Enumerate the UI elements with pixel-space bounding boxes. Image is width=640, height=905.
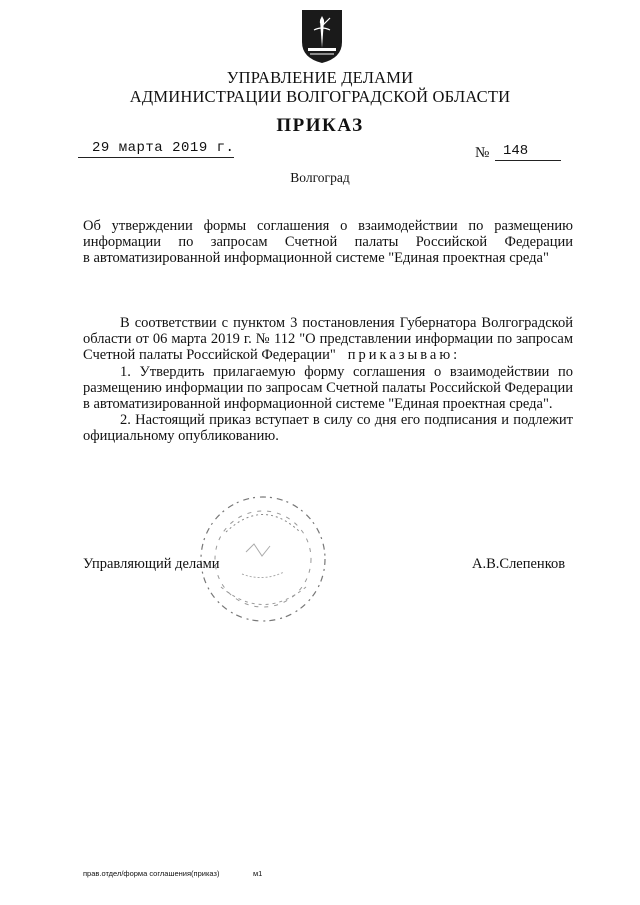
- subject-line-1: Об утверждении формы соглашения о взаимодействии по размещению информации по запросам Счетной палаты Российской Федерации: [83, 218, 573, 250]
- item-1-paragraph: 1. Утвердить прилагаемую форму соглашения о взаимодействии по размещению информации по запросам Счетной палаты Российской Федерации в автоматизированной информационной системе "Единая проектная среда".: [83, 363, 573, 413]
- document-type: ПРИКАЗ: [276, 115, 364, 136]
- document-date: 29 марта 2019 г.: [92, 140, 235, 156]
- item-2-paragraph: 2. Настоящий приказ вступает в силу со дня его подписания и подлежит официальному опубликованию.: [83, 412, 573, 445]
- subject-line-2: в автоматизированной информационной системе "Единая проектная среда": [83, 250, 549, 266]
- preamble-paragraph: [83, 315, 573, 364]
- footer-file-path: прав.отдел/форма соглашения(приказ): [83, 869, 220, 878]
- document-body: [83, 315, 573, 445]
- organization-line-2: АДМИНИСТРАЦИИ ВОЛГОГРАДСКОЙ ОБЛАСТИ: [129, 87, 511, 106]
- order-word: приказываю:: [347, 347, 461, 364]
- document-subject: [83, 218, 573, 266]
- coat-of-arms-icon: [300, 8, 344, 64]
- footer-code: м1: [253, 869, 263, 878]
- organization-line-1: УПРАВЛЕНИЕ ДЕЛАМИ: [226, 68, 414, 87]
- signatory-name: А.В.Слепенков: [472, 556, 566, 572]
- number-label: №: [475, 145, 490, 161]
- date-underline: [78, 157, 234, 158]
- signatory-title: Управляющий делами: [83, 556, 220, 572]
- document-number: 148: [503, 143, 529, 159]
- preamble-text: В соответствии с пунктом 3 постановления Губернатора Волгоградской области от 06 марта 2019 г. № 112 "О представлении информации по запросам Счетной палаты Российской Федерации": [83, 315, 573, 364]
- number-underline: [495, 160, 561, 161]
- city: Волгоград: [290, 170, 350, 185]
